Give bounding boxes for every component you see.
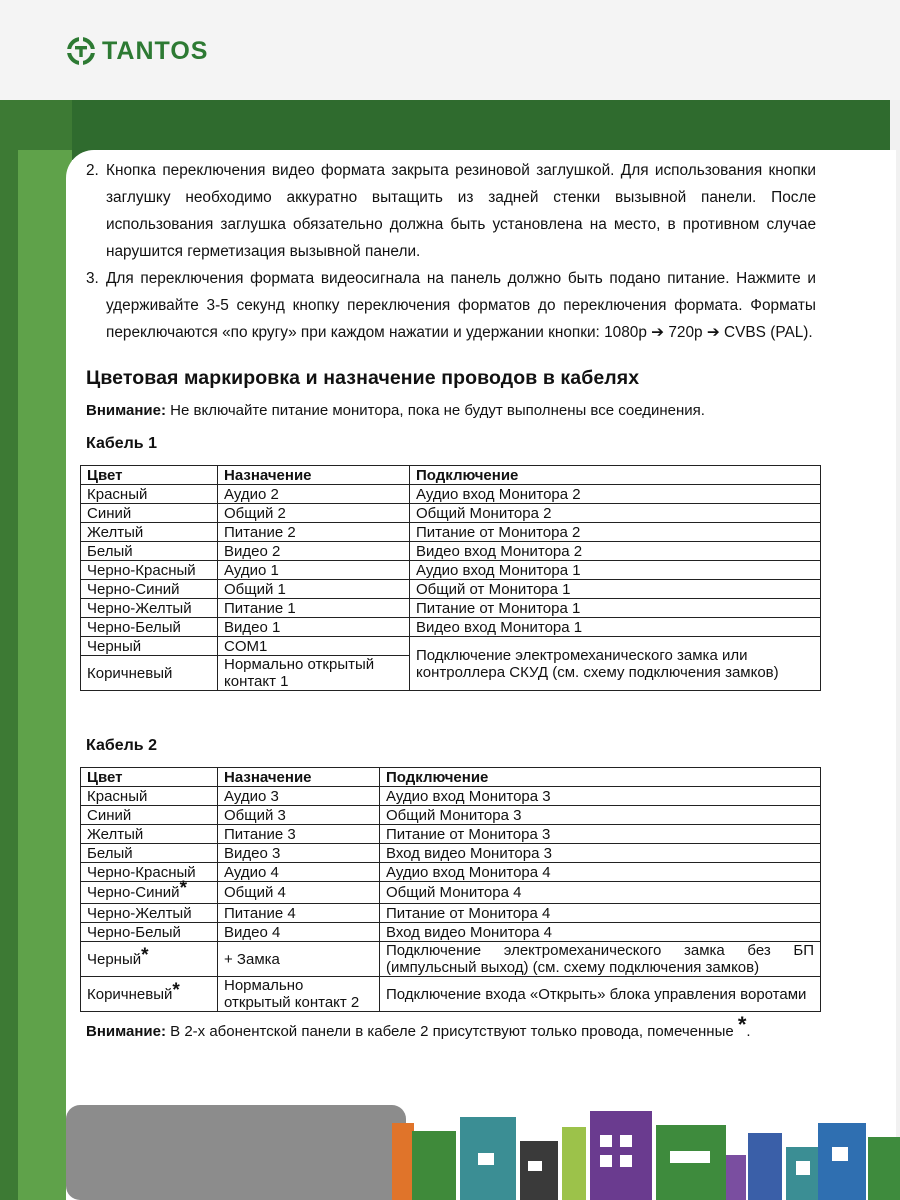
cell-connection: Аудио вход Монитора 1 bbox=[410, 561, 821, 580]
cell-color: Черно-Синий bbox=[81, 580, 218, 599]
cell-purpose: Общий 3 bbox=[218, 806, 380, 825]
cell-connection: Аудио вход Монитора 3 bbox=[380, 787, 821, 806]
table-row bbox=[81, 523, 821, 542]
table-row bbox=[81, 561, 821, 580]
table-row bbox=[81, 504, 821, 523]
table-row bbox=[81, 542, 821, 561]
cell-purpose: Общий 2 bbox=[218, 504, 410, 523]
footer-warning-end: . bbox=[746, 1023, 751, 1040]
cell-purpose: Питание 3 bbox=[218, 825, 380, 844]
tantos-logo-icon bbox=[66, 36, 96, 66]
cable1-table bbox=[80, 465, 821, 691]
cable2-rows bbox=[81, 787, 821, 1012]
section-title: Цветовая маркировка и назначение проводов в кабелях bbox=[86, 367, 640, 389]
cell-connection-lock: Подключение электромеханического замка или контроллера СКУД (см. схему подключения замков) bbox=[410, 637, 821, 691]
cell-color: Черно-Белый bbox=[81, 618, 218, 637]
cell-purpose: Видео 1 bbox=[218, 618, 410, 637]
cell-color: Черно-Красный bbox=[81, 561, 218, 580]
building-green-tall bbox=[412, 1131, 456, 1200]
building-blue bbox=[748, 1133, 782, 1200]
cell-color-text: Черно-Синий bbox=[87, 884, 180, 901]
cell-connection: Видео вход Монитора 1 bbox=[410, 618, 821, 637]
table-row bbox=[81, 580, 821, 599]
cell-purpose: Аудио 3 bbox=[218, 787, 380, 806]
cell-purpose: COM1 bbox=[218, 637, 410, 656]
left-decor-strip-inner bbox=[18, 150, 72, 1200]
cell-purpose: Аудио 2 bbox=[218, 485, 410, 504]
building-green-edge bbox=[868, 1137, 900, 1200]
building-blue-right bbox=[818, 1123, 866, 1200]
asterisk-mark: * bbox=[179, 878, 187, 899]
cell-color bbox=[81, 942, 218, 977]
cell-purpose: Аудио 4 bbox=[218, 863, 380, 882]
cell-purpose: Видео 4 bbox=[218, 923, 380, 942]
cell-color: Коричневый bbox=[81, 656, 218, 691]
cell-connection: Подключение входа «Открыть» блока управления воротами bbox=[380, 977, 821, 1012]
asterisk-mark: * bbox=[141, 944, 149, 966]
list-text: Кнопка переключения видео формата закрыта резиновой заглушкой. Для использования кнопки заглушку необходимо аккуратно вытащить из задней стенки вызывной панели. После использования заглушка обязательно должна быть установлена на место, в противном случае нарушится герметизация вызывной панели. bbox=[106, 162, 816, 260]
table-row bbox=[81, 863, 821, 882]
table-header-row bbox=[81, 466, 821, 485]
cell-connection: Общий от Монитора 1 bbox=[410, 580, 821, 599]
cell-purpose: Нормально открытый контакт 1 bbox=[218, 656, 410, 691]
table-row bbox=[81, 637, 821, 656]
footer-warning-note bbox=[86, 1012, 816, 1042]
list-number: 3. bbox=[86, 270, 99, 287]
col-header-color: Цвет bbox=[81, 466, 218, 485]
cell-purpose: Аудио 1 bbox=[218, 561, 410, 580]
table-row bbox=[81, 882, 821, 904]
cell-color: Черно-Красный bbox=[81, 863, 218, 882]
cell-connection: Питание от Монитора 1 bbox=[410, 599, 821, 618]
col-header-purpose: Назначение bbox=[218, 768, 380, 787]
table-row bbox=[81, 485, 821, 504]
cell-color-text: Черный bbox=[87, 950, 142, 968]
cell-color: Белый bbox=[81, 542, 218, 561]
building-small-purple bbox=[726, 1155, 746, 1200]
cable2-table bbox=[80, 767, 821, 1012]
warning-note bbox=[86, 401, 816, 421]
building-lime bbox=[562, 1127, 586, 1200]
brand-logo bbox=[66, 36, 208, 66]
cell-connection: Общий Монитора 2 bbox=[410, 504, 821, 523]
cell-connection: Вход видео Монитора 4 bbox=[380, 923, 821, 942]
cell-color: Красный bbox=[81, 787, 218, 806]
cell-purpose: Видео 3 bbox=[218, 844, 380, 863]
cell-color: Желтый bbox=[81, 523, 218, 542]
table-header-row bbox=[81, 768, 821, 787]
cell-connection: Подключение электромеханического замка без БП (импульсный выход) (см. схему подключения замков) bbox=[380, 942, 821, 977]
cell-connection: Питание от Монитора 4 bbox=[380, 904, 821, 923]
cell-color: Синий bbox=[81, 504, 218, 523]
table-row bbox=[81, 806, 821, 825]
cell-color: Белый bbox=[81, 844, 218, 863]
cell-purpose: Питание 4 bbox=[218, 904, 380, 923]
table-row bbox=[81, 977, 821, 1012]
cell-connection: Питание от Монитора 2 bbox=[410, 523, 821, 542]
footer-warning-text: В 2-х абонентской панели в кабеле 2 присутствуют только провода, помеченные bbox=[165, 1023, 738, 1040]
cell-color: Черный bbox=[81, 637, 218, 656]
cable1-rows bbox=[81, 485, 821, 691]
table-row bbox=[81, 923, 821, 942]
table-row bbox=[81, 599, 821, 618]
bottom-buildings-illustration bbox=[0, 1095, 900, 1200]
cell-purpose: + Замка bbox=[218, 942, 380, 977]
brand-name: TANTOS bbox=[102, 36, 209, 65]
list-item bbox=[86, 265, 816, 346]
warning-label: Внимание: bbox=[86, 402, 166, 419]
table-row bbox=[81, 942, 821, 977]
col-header-purpose: Назначение bbox=[218, 466, 410, 485]
cell-purpose: Питание 2 bbox=[218, 523, 410, 542]
header-bar bbox=[0, 0, 900, 100]
cable1-title: Кабель 1 bbox=[86, 435, 157, 452]
col-header-connection: Подключение bbox=[380, 768, 821, 787]
footer-warning-label: Внимание: bbox=[86, 1023, 166, 1040]
asterisk-mark: * bbox=[172, 979, 180, 1001]
cell-purpose: Видео 2 bbox=[218, 542, 410, 561]
table-row bbox=[81, 618, 821, 637]
col-header-color: Цвет bbox=[81, 768, 218, 787]
asterisk-mark: * bbox=[737, 1012, 747, 1037]
cell-connection: Общий Монитора 3 bbox=[380, 806, 821, 825]
cell-connection: Вход видео Монитора 3 bbox=[380, 844, 821, 863]
document-body bbox=[86, 157, 816, 1042]
cable2-title: Кабель 2 bbox=[86, 737, 157, 754]
cell-purpose: Питание 1 bbox=[218, 599, 410, 618]
cell-color: Черно-Белый bbox=[81, 923, 218, 942]
table-row bbox=[81, 787, 821, 806]
cell-color bbox=[81, 977, 218, 1012]
cell-color: Красный bbox=[81, 485, 218, 504]
cell-color: Черно-Желтый bbox=[81, 904, 218, 923]
col-header-connection: Подключение bbox=[410, 466, 821, 485]
cell-purpose: Нормально открытый контакт 2 bbox=[218, 977, 380, 1012]
cell-color: Желтый bbox=[81, 825, 218, 844]
list-text: Для переключения формата видеосигнала на панель должно быть подано питание. Нажмите и удерживайте 3-5 секунд кнопку переключения форматов до переключения формата. Форматы переключаются «по кругу» при каждом нажатии и удержании кнопки: 1080р ➔ 720р ➔ CVBS (PAL). bbox=[106, 270, 816, 341]
cell-connection: Питание от Монитора 3 bbox=[380, 825, 821, 844]
cell-purpose: Общий 1 bbox=[218, 580, 410, 599]
cell-color-text: Коричневый bbox=[87, 985, 173, 1003]
table-row bbox=[81, 844, 821, 863]
list-item bbox=[86, 157, 816, 265]
cell-color: Синий bbox=[81, 806, 218, 825]
list-number: 2. bbox=[86, 162, 99, 179]
table-row bbox=[81, 825, 821, 844]
cell-connection: Общий Монитора 4 bbox=[380, 882, 821, 904]
instruction-list bbox=[86, 157, 816, 346]
table-row bbox=[81, 904, 821, 923]
cell-color bbox=[81, 878, 218, 904]
cell-purpose: Общий 4 bbox=[218, 882, 380, 904]
cell-color: Черно-Желтый bbox=[81, 599, 218, 618]
cell-connection: Аудио вход Монитора 4 bbox=[380, 863, 821, 882]
warning-text: Не включайте питание монитора, пока не будут выполнены все соединения. bbox=[165, 402, 705, 419]
cell-connection: Аудио вход Монитора 2 bbox=[410, 485, 821, 504]
bottom-left-panel bbox=[66, 1105, 406, 1200]
cell-connection: Видео вход Монитора 2 bbox=[410, 542, 821, 561]
building-orange bbox=[392, 1123, 414, 1200]
